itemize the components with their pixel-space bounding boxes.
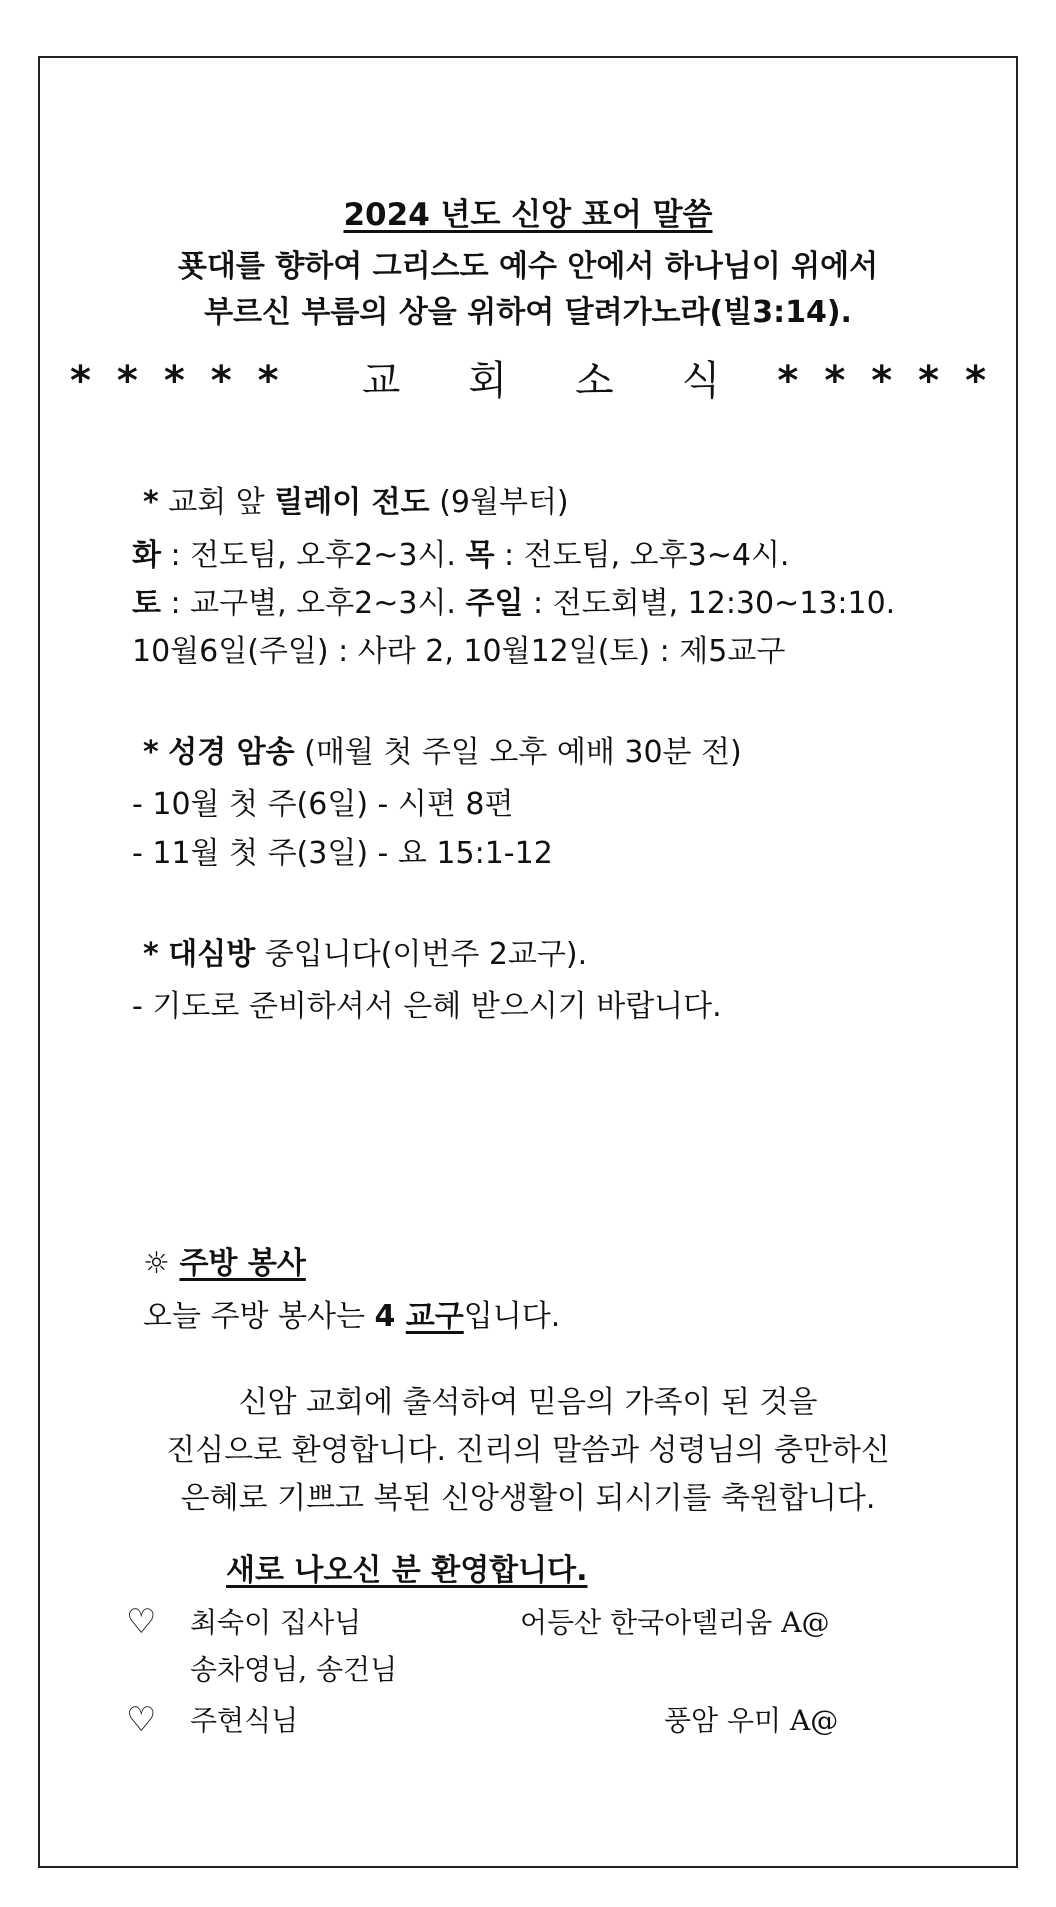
schedule-text: : 전도팀, 오후3~4시. (494, 538, 790, 573)
bullet-star: * (143, 937, 159, 972)
relay-schedule-line-2 (132, 585, 895, 623)
visit-section-title (143, 936, 587, 974)
page-title: 2024 년도 신앙 표어 말씀 (343, 197, 713, 233)
newcomer-name: 최숙이 집사님 (190, 1606, 362, 1639)
day-label: 목 (465, 538, 495, 573)
recite-suffix: (매월 첫 주일 오후 예배 30분 전) (294, 735, 742, 770)
schedule-text: : 전도회별, 12:30~13:10. (523, 586, 896, 621)
heart-icon: ♡ (126, 1602, 157, 1642)
newcomer-title: 새로 나오신 분 환영합니다. (226, 1553, 588, 1588)
day-label: 화 (132, 538, 161, 573)
relay-schedule-line-1 (132, 537, 789, 575)
recite-bold: 성경 암송 (168, 735, 295, 770)
church-news-header (70, 358, 1012, 404)
relay-prefix: 교회 앞 (168, 485, 265, 520)
welcome-line-2: 진심으로 환영합니다. 진리의 말씀과 성령님의 충만하신 (166, 1433, 890, 1468)
schedule-text: : 교구별, 오후2~3시. (160, 586, 466, 621)
verse-line-1: 푯대를 향하여 그리스도 예수 안에서 하나님이 위에서 (177, 249, 879, 284)
kitchen-section-title (143, 1245, 306, 1283)
newcomer-name: 주현식님 (190, 1704, 299, 1737)
kitchen-number: 4 (374, 1299, 406, 1334)
news-char: 식 (681, 358, 721, 404)
right-stars: ***** (777, 358, 1012, 404)
visit-line-1: - 기도로 준비하셔서 은혜 받으시기 바랍니다. (132, 989, 722, 1024)
verse-line-2: 부르신 부름의 상을 위하여 달려가노라(빌3:14). (204, 295, 852, 330)
newcomer-address: 어등산 한국아델리움 A@ (520, 1606, 830, 1639)
relay-bold: 릴레이 전도 (274, 485, 430, 520)
kitchen-district: 교구 (405, 1299, 464, 1334)
news-char: 교 (361, 358, 401, 404)
kitchen-line (143, 1298, 560, 1336)
welcome-line-3: 은혜로 기쁘고 복된 신앙생활이 되시기를 축원합니다. (180, 1481, 876, 1516)
kitchen-text-suffix: 입니다. (463, 1299, 561, 1334)
newcomer-family: 송차영님, 송건님 (190, 1653, 398, 1686)
visit-suffix: 중입니다(이번주 2교구). (255, 937, 588, 972)
schedule-text: : 전도팀, 오후2~3시. (160, 538, 466, 573)
relay-schedule-line-3: 10월6일(주일) : 사라 2, 10월12일(토) : 제5교구 (132, 634, 786, 669)
news-char: 소 (575, 358, 614, 404)
news-char: 회 (468, 358, 507, 404)
recite-section-title (143, 734, 742, 772)
welcome-line-1: 신암 교회에 출석하여 믿음의 가족이 된 것을 (238, 1385, 818, 1420)
recite-line-1: - 10월 첫 주(6일) - 시편 8편 (132, 787, 514, 822)
kitchen-text-prefix: 오늘 주방 봉사는 (143, 1299, 375, 1334)
bullet-star: * (143, 735, 159, 770)
bullet-star: * (143, 485, 159, 520)
heart-icon: ♡ (126, 1700, 157, 1740)
day-label: 토 (132, 586, 161, 621)
newcomer-address: 풍암 우미 A@ (664, 1704, 839, 1737)
sun-icon: ☼ (143, 1246, 170, 1281)
left-stars: ***** (70, 358, 305, 404)
kitchen-title-text: 주방 봉사 (179, 1246, 306, 1281)
news-header-word (361, 358, 721, 404)
visit-bold: 대심방 (168, 937, 256, 972)
recite-line-2: - 11월 첫 주(3일) - 요 15:1-12 (132, 836, 553, 871)
day-label: 주일 (465, 586, 524, 621)
relay-suffix: (9월부터) (439, 485, 569, 520)
relay-section-title (143, 484, 569, 522)
